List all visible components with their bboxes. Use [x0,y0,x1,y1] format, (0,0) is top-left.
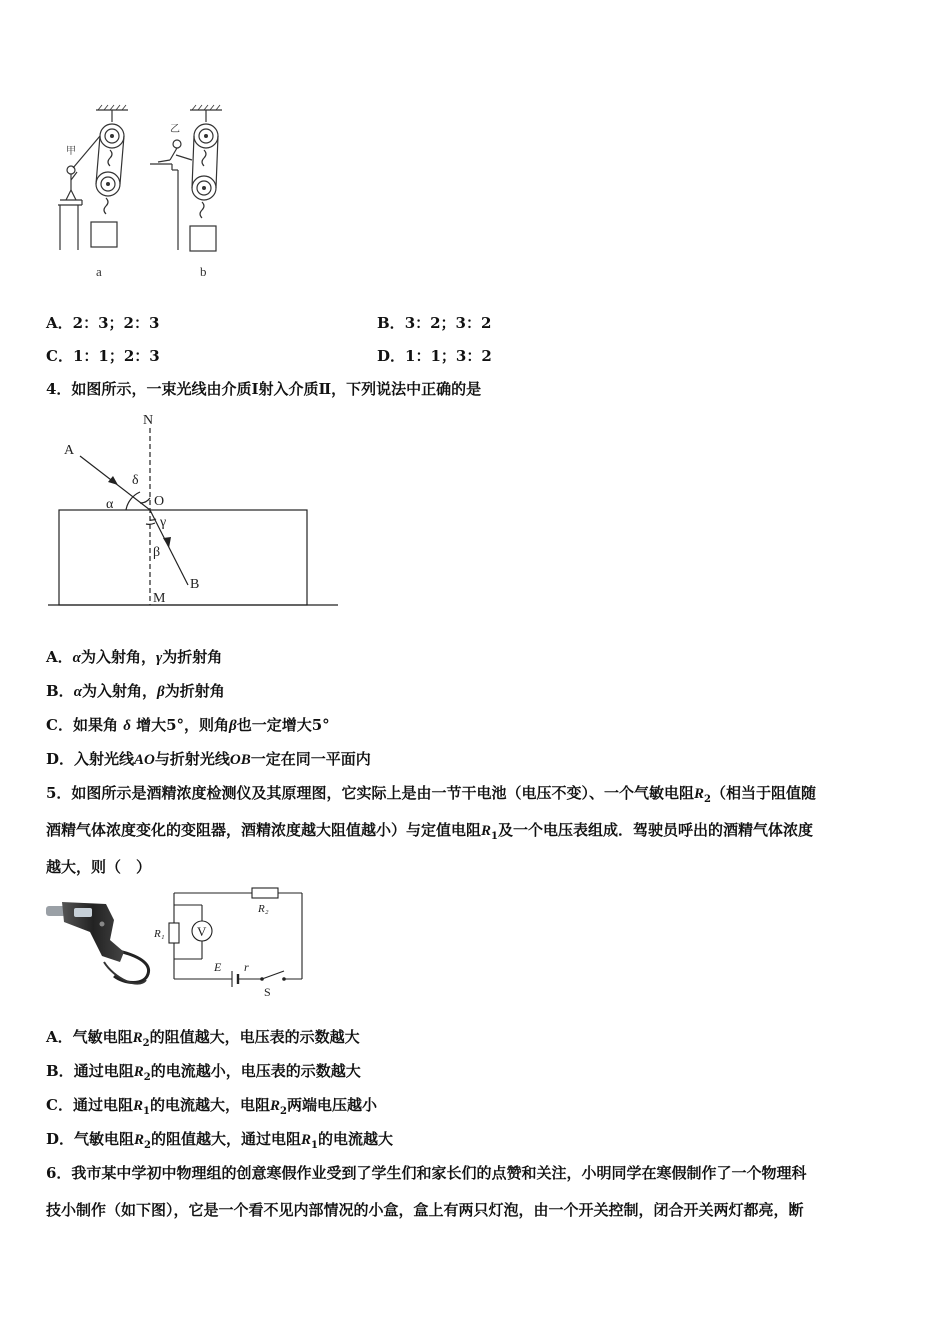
symbol: OB [229,752,251,768]
circuit-diagram [152,885,308,997]
fig-label-r1: R₁ [154,928,165,940]
symbol-r: R [481,823,492,839]
q5-stem-line-3: 越大，则（ ） [46,858,152,876]
q4-option-d[interactable] [46,748,371,769]
subscript: 1 [491,831,498,842]
stem-text: 酒精气体浓度变化的变阻器，酒精浓度越大阻值越小）与定值电阻 [46,821,482,839]
fig-label-a: A [64,443,75,458]
option-text: 气敏电阻 [74,1130,135,1148]
symbol-r: R [133,1064,144,1080]
subscript: 2 [279,1106,287,1117]
fig-label-alpha: α [106,497,114,512]
option-text: 的电流越大，电阻 [149,1096,270,1114]
fig-label-r: r [244,960,249,974]
refraction-figure [40,408,350,610]
q3-option-a[interactable] [46,312,159,333]
option-text: 1：1；2：3 [72,347,160,365]
stem-text: 5．如图所示是酒精浓度检测仪及其原理图，它实际上是由一节干电池（电压不变）、一个气敏电阻 [46,784,694,802]
option-key: A． [46,1028,73,1046]
option-text: 的阻值越大，通过电阻 [151,1130,302,1148]
option-text: 与折射光线 [154,750,230,768]
symbol: α [73,684,82,700]
option-key: A． [46,648,73,666]
option-key: B． [46,682,74,700]
option-key: D． [46,750,75,768]
fig-label-b: B [190,577,200,592]
symbol-r: R [269,1098,280,1114]
option-key: D． [377,347,406,365]
option-text: 的阻值越大，电压表的示数越大 [149,1028,360,1046]
symbol: β [157,684,165,700]
symbol: AO [134,752,155,768]
q5-option-b[interactable] [46,1060,361,1083]
symbol-r: R [132,1030,143,1046]
voltmeter-label: V [197,924,207,939]
q5-stem-line-2 [46,820,813,847]
fig-label-n: N [143,413,154,428]
option-text: 通过电阻 [73,1062,134,1080]
option-key: A． [46,314,73,332]
subscript: 1 [311,1140,319,1151]
subscript: 2 [143,1072,151,1083]
option-key: C． [46,1096,73,1114]
fig-label-m: M [153,591,166,606]
symbol: α [72,650,81,666]
subscript: 1 [142,1106,150,1117]
q6-stem-line-2: 技小制作（如下图），它是一个看不见内部情况的小盒，盒上有两只灯泡，由一个开关控制，闭合开关两灯都亮，断 [46,1201,804,1219]
option-key: C． [46,716,73,734]
fig-label-o: O [154,494,165,509]
q3-option-b[interactable] [377,312,491,333]
q4-option-b[interactable] [46,680,225,701]
subscript: 2 [142,1038,150,1049]
fig-label-e: E [214,960,222,974]
q4-option-c[interactable] [46,714,330,735]
q6-stem-line-1: 6．我市某中学初中物理组的创意寒假作业受到了学生们和家长们的点赞和关注，小明同学在寒假制作了一个物理科 [46,1164,807,1182]
q3-option-c[interactable] [46,345,160,366]
fig-label-jia: 甲 [66,146,76,157]
stem-text: （相当于阻值随 [710,784,816,802]
pulley-figure [50,100,250,285]
option-text: 2：3；2：3 [72,314,160,332]
fig-label-b: b [200,264,207,279]
option-text: 增大5°，则角 [130,716,230,734]
fig-label-s: S [264,985,271,997]
symbol-r: R [132,1098,143,1114]
option-text: 为折射角 [164,682,225,700]
option-text: 如果角 [72,716,124,734]
q5-option-a[interactable] [46,1026,360,1049]
option-text: 气敏电阻 [72,1028,133,1046]
option-key: B． [377,314,405,332]
fig-label-a: a [96,264,102,279]
fig-label-beta: β [153,545,161,560]
option-text: 3：2；3：2 [404,314,492,332]
option-text: 通过电阻 [72,1096,133,1114]
option-text: 一定在同一平面内 [250,750,371,768]
symbol: γ [155,650,163,666]
option-text: 为折射角 [162,648,223,666]
breathalyzer-image [44,892,156,994]
option-text: 的电流越大 [318,1130,394,1148]
fig-label-yi: 乙 [170,124,180,135]
symbol-r: R [134,1132,145,1148]
symbol: δ [123,718,131,734]
symbol-r: R [301,1132,312,1148]
stem-text: 及一个电压表组成．驾驶员呼出的酒精气体浓度 [498,821,814,839]
option-key: C． [46,347,73,365]
q5-option-c[interactable] [46,1094,377,1117]
option-key: B． [46,1062,74,1080]
option-text: 两端电压越小 [286,1096,377,1114]
q5-stem-line-1 [46,783,816,810]
q3-option-d[interactable] [377,345,492,366]
subscript: 2 [703,794,711,805]
option-text: 入射光线 [74,750,135,768]
option-text: 1：1；3：2 [405,347,492,365]
fig-label-r2: R₂ [258,903,269,915]
option-key: D． [46,1130,75,1148]
symbol: β [229,718,237,734]
option-text: 为入射角， [80,648,156,666]
option-text: 也一定增大5° [236,716,330,734]
fig-label-delta: δ [132,473,139,488]
symbol-r: R [693,786,704,802]
q4-stem: 4．如图所示，一束光线由介质Ⅰ射入介质Ⅱ，下列说法中正确的是 [46,380,482,398]
option-text: 为入射角， [82,682,158,700]
subscript: 2 [144,1140,152,1151]
q4-option-a[interactable] [46,646,222,667]
q5-option-d[interactable] [46,1128,393,1151]
fig-label-gamma: γ [160,515,167,530]
option-text: 的电流越小，电压表的示数越大 [150,1062,361,1080]
